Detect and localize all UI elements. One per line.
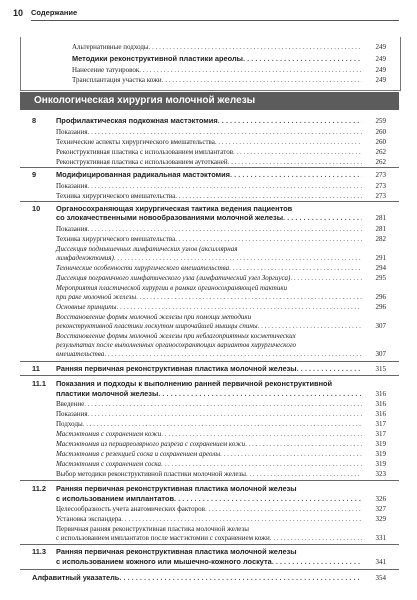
chapter-number: 11 xyxy=(32,364,40,373)
toc-entry-title: Установка экспандера xyxy=(56,515,122,523)
separator xyxy=(20,167,399,168)
page-header xyxy=(0,0,417,26)
separator xyxy=(20,569,399,570)
toc-entry-title: Показания xyxy=(56,128,88,136)
toc-page-number: 323 xyxy=(375,470,386,478)
toc-entry-title: Мастэктомия с резекцией соска и сохранением ареолы xyxy=(56,450,221,458)
toc-entry-title: Целесообразность учета анатомических факторов xyxy=(56,505,205,513)
toc-entry-title: результатах после выполненных органосохраняющих вариантов хирургического xyxy=(56,341,297,349)
toc-entry-title: Ранняя первичная реконструктивная пластика молочной железы xyxy=(56,547,297,556)
toc-page-number: 294 xyxy=(375,264,386,272)
toc-page-number: 249 xyxy=(375,43,386,51)
toc-entry-title: Диссекция подмышечных лимфатических узлов (аксиллярная xyxy=(56,245,238,253)
page-number: 10 xyxy=(13,8,24,18)
toc-page-number: 354 xyxy=(375,574,386,582)
toc-page-number: 319 xyxy=(375,440,386,448)
toc-entry-title: Трансплантация участка кожи xyxy=(72,76,162,84)
toc-entry-title: Органосохраняющая хирургическая тактика ведения пациентов xyxy=(56,204,293,213)
chapter-number: 11.1 xyxy=(32,379,46,388)
toc-page-number: 262 xyxy=(375,148,386,156)
separator xyxy=(20,201,399,202)
toc-entry-title: Диссекция пограничного лимфатического узла (лимфатический узел Зоргиуса) xyxy=(56,274,291,282)
separator xyxy=(20,375,399,376)
toc-entry-title: Показания xyxy=(56,182,88,190)
toc-entry-title: Ранняя первичная реконструктивная пластика молочной железы xyxy=(56,484,297,493)
chapter-number: 11.2 xyxy=(32,484,46,493)
toc-page-number: 249 xyxy=(375,76,386,84)
toc-page-number: 317 xyxy=(375,430,386,438)
toc-entry-title: Восстановление формы молочной железы при неблагоприятных косметических xyxy=(56,332,296,340)
toc-entry-title: Техника хирургического вмешательства xyxy=(56,235,176,243)
toc-page-number: 259 xyxy=(375,117,386,125)
section-band-title: Онкологическая хирургия молочной железы xyxy=(34,95,256,106)
toc-page-number: 316 xyxy=(375,390,386,398)
separator xyxy=(20,361,399,362)
toc-entry-title: Подходы xyxy=(56,420,83,428)
toc-page-number: 260 xyxy=(375,128,386,136)
toc-page-number: 316 xyxy=(375,400,386,408)
toc-page-number: 249 xyxy=(375,66,386,74)
toc-page-number: 319 xyxy=(375,450,386,458)
toc-entry-title: Технические аспекты хирургического вмешательства xyxy=(56,138,215,146)
toc-entry-title: Алфавитный указатель xyxy=(32,574,120,582)
toc-page-number: 291 xyxy=(375,254,386,262)
toc-page-number: 249 xyxy=(375,55,386,63)
toc-page-number: 315 xyxy=(375,365,386,373)
toc-entry-title: Реконструктивная пластика с использованием имплантатов xyxy=(56,148,233,156)
header-rule xyxy=(31,20,399,21)
toc-page-number: 273 xyxy=(375,171,386,179)
toc-entry-title: Первичная ранняя реконструктивная пластика молочной железы xyxy=(56,525,249,533)
toc-page-number: 281 xyxy=(375,214,386,222)
toc-entry-title: Восстановление формы молочной железы при помощи методики xyxy=(56,313,252,321)
toc-page-number: 327 xyxy=(375,505,386,513)
toc-entry-title: Техника хирургического вмешательства xyxy=(56,192,176,200)
toc-page-number: 319 xyxy=(375,460,386,468)
toc-page-number: 329 xyxy=(375,515,386,523)
toc-page-number: 295 xyxy=(375,274,386,282)
toc-entry-title: Мастэктомия с сохранением соска xyxy=(56,460,162,468)
toc-entry-title: с использованием имплантатов после мастэктомии с сохранением кожи xyxy=(56,534,270,542)
running-title: Содержание xyxy=(31,8,78,17)
toc-page-number: 307 xyxy=(375,350,386,358)
toc-entry-title: Технические особенности хирургического вмешательства xyxy=(56,264,230,272)
toc-page-number: 296 xyxy=(375,303,386,311)
toc-entry-title: Введение xyxy=(56,400,85,408)
chapter-number: 10 xyxy=(32,204,41,213)
section-band xyxy=(20,92,399,110)
toc-entry-title: с использованием имплантатов xyxy=(56,495,175,503)
toc-page-number: 273 xyxy=(375,182,386,190)
toc-page-number: 326 xyxy=(375,495,386,503)
toc-page-number: 341 xyxy=(375,558,386,566)
toc-entry-title: Показания xyxy=(56,225,88,233)
toc-entry-title: Реконструктивная пластика с использованием аутотканей xyxy=(56,158,228,166)
toc-page-number: 317 xyxy=(375,420,386,428)
toc-entry-title: Модифицированная радикальная мастэктомия xyxy=(56,171,230,179)
toc-entry-title: реконструктивной пластики лоскутом широчайшей мышцы спины xyxy=(56,322,258,330)
toc-entry-title: Мероприятия пластической хирургии в рамках органосохраняющей тактики xyxy=(56,284,288,292)
toc-page-number: 273 xyxy=(375,192,386,200)
separator xyxy=(20,480,399,481)
toc-page-number: 260 xyxy=(375,138,386,146)
toc-page-number: 282 xyxy=(375,235,386,243)
chapter-number: 11.3 xyxy=(32,547,46,556)
toc-page-number: 316 xyxy=(375,410,386,418)
toc-entry-title: с использованием кожного или мышечно-кожного лоскута xyxy=(56,558,272,566)
toc-entry-title: лимфаденэктомия) xyxy=(56,254,114,262)
toc-entry-title: Показания xyxy=(56,410,88,418)
toc-entry-title: Методики реконструктивной пластики ареолы xyxy=(72,55,243,63)
toc-page-number: 262 xyxy=(375,158,386,166)
separator xyxy=(20,544,399,545)
toc-entry-title: Мастэктомия из периареолярного разреза с сохранением кожи xyxy=(56,440,246,448)
toc-entry-title: Профилактическая подкожная мастэктомия xyxy=(56,117,218,125)
toc-entry-title: пластики молочной железы xyxy=(56,390,159,398)
toc-entry-title: Нанесение татуировок xyxy=(72,66,140,74)
toc-page-number: 296 xyxy=(375,293,386,301)
toc-entry-title: при раке молочной железы xyxy=(56,293,137,301)
chapter-number: 8 xyxy=(32,116,37,125)
toc-entry-title: Показания и подходы к выполнению ранней первичной реконструктивной xyxy=(56,379,333,388)
chapter-number: 9 xyxy=(32,170,37,179)
toc-entry-title: со злокачественными новообразованиями молочной железы xyxy=(56,214,284,222)
toc-page-number: 307 xyxy=(375,322,386,330)
toc-page-number: 331 xyxy=(375,534,386,542)
toc-entry-title: Альтернативные подходы xyxy=(72,43,149,51)
toc-page-number: 281 xyxy=(375,225,386,233)
toc-entry-title: Мастэктомия с сохранением кожи xyxy=(56,430,162,438)
toc-entry-title: Ранняя первичная реконструктивная пластика молочной железы xyxy=(56,365,297,373)
toc-entry-title: Основные принципы xyxy=(56,303,117,311)
toc-entry-title: Выбор методики реконструктивной пластики молочной железы xyxy=(56,470,246,478)
toc-entry-title: вмешательства xyxy=(56,350,105,358)
